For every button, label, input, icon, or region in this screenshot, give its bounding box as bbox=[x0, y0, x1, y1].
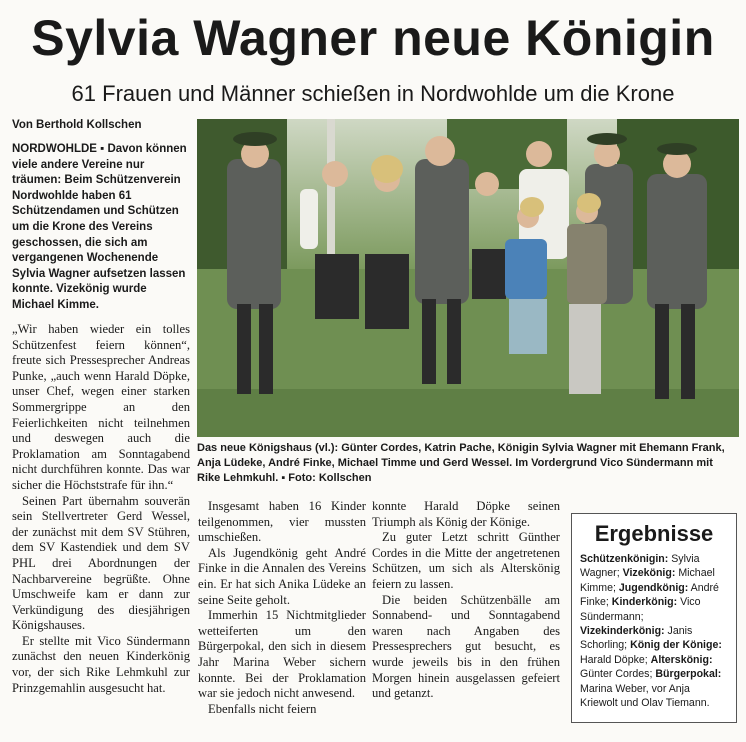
paragraph: Seinen Part übernahm souverän sein Stellvertreter Gerd Wessel, der zunächst mit dem SV Stühren, dem SV Kastendiek und dem SV PHL drei Abordnungen der Nachbarvereine begrüßte. Ohne Umschweife kam er dann zur Verkündigung des diesjährigen Königshauses. bbox=[12, 493, 190, 633]
lead-separator: ▪ bbox=[96, 143, 108, 155]
paragraph: Insgesamt haben 16 Kinder teilgenommen, vier mussten umschießen. bbox=[198, 499, 366, 545]
page-title: Sylvia Wagner neue Königin bbox=[31, 10, 715, 66]
result-label: Kinderkönig: bbox=[611, 596, 678, 609]
result-value: Vico Sündermann; bbox=[580, 596, 701, 623]
result-label: Vizekönig: bbox=[622, 567, 676, 580]
result-value: Sylvia Wagner; bbox=[580, 553, 700, 580]
paragraph: Die beiden Schützenbälle am Sonnabend- und Sonntagabend waren nach Angaben des Pressesprechers gut besucht, es wurde jeweils bis in den frühen Morgen hinein ausgelassen gefeiert und getanzt. bbox=[372, 592, 560, 701]
result-value: Michael Kimme; bbox=[580, 567, 715, 594]
result-label: Jugendkönig: bbox=[618, 581, 689, 594]
article-column-3 bbox=[372, 499, 560, 702]
result-value: Günter Cordes; bbox=[580, 668, 656, 681]
results-title: Ergebnisse bbox=[594, 521, 714, 546]
paragraph: Zu guter Letzt schritt Günther Cordes in die Mitte der angetretenen Schützen, um sich als Alterskönig feiern zu lassen. bbox=[372, 530, 560, 591]
article-column-2 bbox=[198, 499, 366, 717]
result-value: Harald Döpke; bbox=[580, 653, 651, 666]
page-subtitle: 61 Frauen und Männer schießen in Nordwohlde um die Krone bbox=[71, 81, 675, 106]
result-value: André Finke; bbox=[580, 581, 719, 609]
photo-caption: Das neue Königshaus (vl.): Günter Cordes, Katrin Pache, Königin Sylvia Wagner mit Ehemann Frank, Anja Lüdeke, André Finke, Michael Timme und Gerd Wessel. Im Vordergrund Vico Sündermann mit Rike Lehmkuhl. ▪ Foto: Kollschen bbox=[197, 442, 725, 484]
byline: Von Berthold Kollschen bbox=[12, 119, 142, 131]
lead-text: Davon können viele andere Vereine nur träumen: Beim Schützenverein Nordwohlde haben 61 Schützendamen und Schützen um die Krone des Vereins geschossen, die sich am vergangenen Wochenende Sylvia Wagner aufsetzen lassen konnte. Vizekönig wurde Michael Kimme. bbox=[12, 143, 187, 311]
paragraph: konnte Harald Döpke seinen Triumph als König der Könige. bbox=[372, 499, 560, 529]
result-label: König der Könige: bbox=[630, 639, 722, 652]
results-box bbox=[571, 513, 737, 723]
result-label: Alterskönig: bbox=[650, 653, 713, 666]
paragraph: Er stellte mit Vico Sündermann zunächst den neuen Kinderkönig vor, der sich Rike Lehmkuhl zur Prinzgemahlin ausgesucht hat. bbox=[12, 633, 190, 695]
result-label: Bürgerpokal: bbox=[655, 668, 722, 681]
paragraph: Als Jugendkönig geht André Finke in die Annalen des Vereins ein. Er hat sich Anika Lüdeke an seine Seite geholt. bbox=[198, 545, 366, 607]
result-label: Vizekinderkönig: bbox=[580, 625, 665, 638]
group-photo bbox=[197, 119, 739, 437]
article-column-1 bbox=[12, 322, 190, 696]
result-value: Janis Schorling; bbox=[580, 625, 693, 652]
paragraph: Ebenfalls nicht feiern bbox=[208, 701, 317, 716]
lead-place: NORDWOHLDE bbox=[12, 143, 97, 155]
lead-paragraph bbox=[12, 142, 190, 314]
results-list bbox=[580, 552, 728, 710]
paragraph: Immerhin 15 Nichtmitglieder wetteiferten um den Bürgerpokal, den sich in diesem Jahr Marina Weber sichern konnte. Bei der Proklamation war sie jedoch nicht anwesend. bbox=[198, 608, 366, 701]
paragraph: „Wir haben wieder ein tolles Schützenfest feiern können“, freute sich Pressesprecher Andreas Punke, „auch wenn Harald Döpke, unser Chef, wegen einer starken Sommergrippe an den Feierlichkeiten nicht teilnehmen und deswegen auch die Proklamation am Sonntagabend nicht durchführen konnte. Das war sicher die Höchststrafe für ihn.“ bbox=[12, 322, 190, 492]
result-value: Marina Weber, vor Anja Kriewolt und Olav Tiemann. bbox=[580, 682, 710, 710]
result-label: Schützenkönigin: bbox=[580, 553, 669, 565]
